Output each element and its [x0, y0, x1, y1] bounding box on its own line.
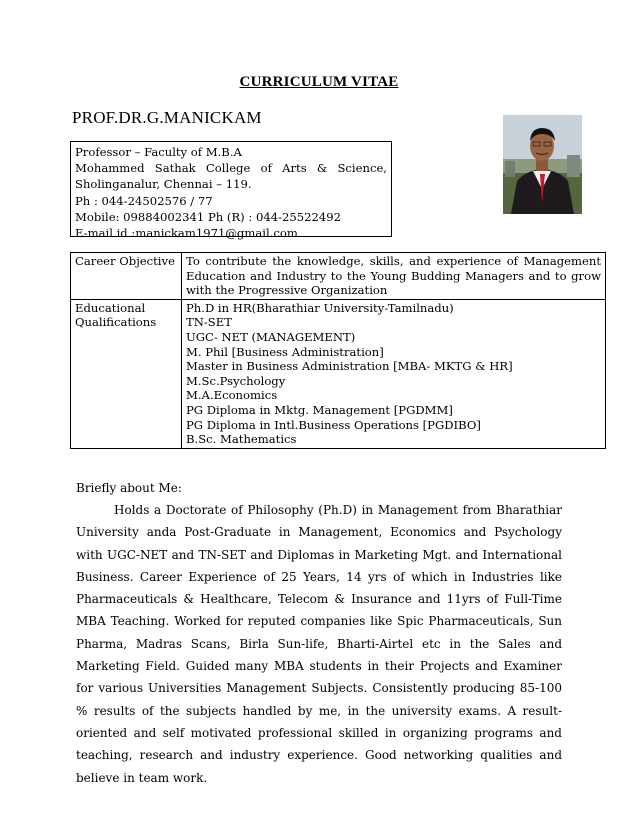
education-item: TN-SET	[186, 315, 232, 330]
email-line: E-mail id :manickam1971@gmail.com	[75, 226, 298, 241]
document-title: CURRICULUM VITAE	[239, 74, 399, 90]
contact-box	[70, 141, 392, 241]
phone-line: Ph : 044-24502576 / 77	[75, 193, 213, 208]
person-name: PROF.DR.G.MANICKAM	[72, 108, 262, 127]
brief-text: Holds a Doctorate of Philosophy (Ph.D) in Management from Bharathiar University anda Post-Graduate in Management, Economics and Psychology with UGC-NET and TN-SET and Diplomas in Marketing Mgt. and International Business. Career Experience of 25 Years, 14 yrs of which in Industries like Pharmaceuticals & Healthcare, Telecom & Insurance and 11yrs of Full-Time MBA Teaching. Worked for reputed companies like Spic Pharmaceuticals, Sun Pharma, Madras Scans, Birla Sun-life, Bharti-Airtel etc in the Sales and Marketing Field. Guided many MBA students in their Projects and Examiner for various Universities Management Subjects. Consistently producing 85-100 % results of the subjects handled by me, in the university exams. A result-oriented and self motivated professional skilled in organizing programs and teaching, research and industry experience. Good networking qualities and believe in team work.	[76, 503, 562, 785]
education-item: PG Diploma in Mktg. Management [PGDMM]	[186, 402, 453, 417]
education-item: M.A.Economics	[186, 388, 278, 403]
mobile-line: Mobile: 09884002341 Ph (R) : 044-25522492	[75, 209, 342, 224]
profile-photo-image	[503, 115, 582, 214]
education-item: Ph.D in HR(Bharathiar University-Tamilnadu)	[186, 300, 454, 315]
education-row	[71, 299, 606, 448]
education-item: UGC- NET (MANAGEMENT)	[186, 329, 356, 344]
career-objective-text: To contribute the knowledge, skills, and experience of Management Education and Industry to the Young Budding Managers and to grow with the Progressive Organization	[182, 253, 606, 300]
career-objective-row	[71, 253, 606, 300]
college-line: Mohammed Sathak College of Arts & Science,	[75, 161, 387, 176]
brief-paragraph	[76, 499, 562, 789]
address-line: Sholinganalur, Chennai – 119.	[75, 177, 252, 192]
designation-line: Professor – Faculty of M.B.A	[75, 145, 242, 159]
brief-heading: Briefly about Me:	[76, 481, 182, 495]
education-item: B.Sc. Mathematics	[186, 432, 297, 447]
education-list	[182, 299, 606, 448]
education-label-line2: Qualifications	[75, 315, 157, 330]
education-item: Master in Business Administration [MBA- MKTG & HR]	[186, 359, 513, 374]
career-objective-label: Career Objective	[71, 253, 182, 300]
profile-table	[70, 252, 606, 449]
education-item: M. Phil [Business Administration]	[186, 344, 384, 359]
education-label-line1: Educational	[75, 300, 146, 315]
education-label	[71, 299, 182, 448]
education-item: PG Diploma in Intl.Business Operations [PGDIBO]	[186, 417, 481, 432]
profile-photo	[503, 115, 582, 214]
education-item: M.Sc.Psychology	[186, 373, 286, 388]
